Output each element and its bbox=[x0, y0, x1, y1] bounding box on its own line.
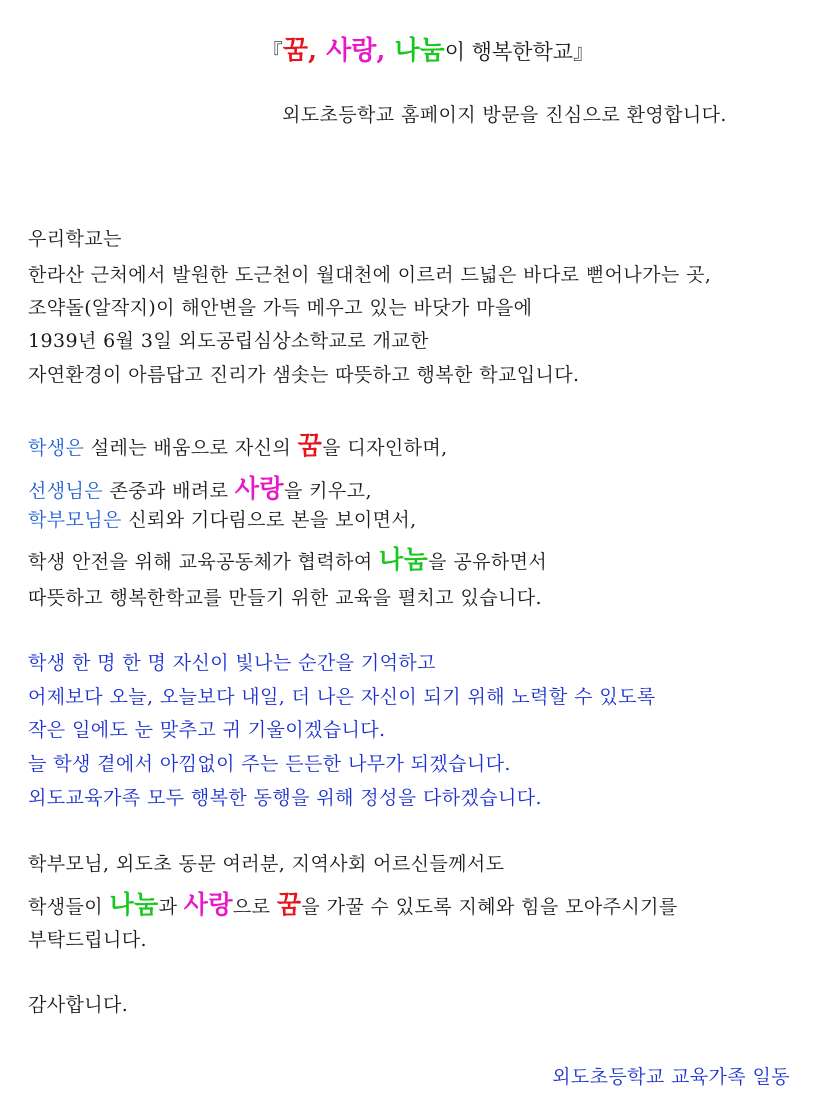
keyword-love: 사랑 bbox=[326, 36, 377, 66]
intro-line: 우리학교는 bbox=[28, 228, 122, 250]
promise-line: 외도교육가족 모두 행복한 동행을 위해 정성을 다하겠습니다. bbox=[28, 787, 542, 809]
closing-line: 따뜻하고 행복한학교를 만들기 위한 교육을 펼치고 있습니다. bbox=[28, 587, 542, 609]
keyword-share: 나눔 bbox=[394, 36, 445, 66]
keyword-share: 나눔 bbox=[109, 890, 159, 919]
promise-line: 학생 한 명 한 명 자신이 빛나는 순간을 기억하고 bbox=[28, 652, 436, 674]
students-line: 학생은 설레는 배움으로 자신의 꿈을 디자인하며, bbox=[28, 431, 448, 460]
keyword-dream: 꿈 bbox=[282, 36, 309, 66]
signature: 외도초등학교 교육가족 일동 bbox=[552, 1066, 790, 1088]
promise-line: 작은 일에도 눈 맞추고 귀 기울이겠습니다. bbox=[28, 719, 386, 741]
title-comma: , bbox=[376, 36, 395, 66]
request-line: 부탁드립니다. bbox=[28, 929, 147, 951]
intro-line: 1939년 6월 3일 외도공립심상소학교로 개교한 bbox=[28, 330, 429, 352]
promise-line: 늘 학생 곁에서 아낌없이 주는 든든한 나무가 되겠습니다. bbox=[28, 753, 511, 775]
intro-line: 조약돌(알작지)이 해안변을 가득 메우고 있는 바닷가 마을에 bbox=[28, 297, 533, 319]
students-subject: 학생은 bbox=[28, 437, 85, 459]
keyword-love: 사랑 bbox=[234, 474, 284, 503]
page-title bbox=[0, 30, 816, 67]
title-open-bracket: 『 bbox=[261, 40, 283, 64]
safety-line: 학생 안전을 위해 교육공동체가 협력하여 나눔을 공유하면서 bbox=[28, 545, 548, 574]
teachers-line: 선생님은 존중과 배려로 사랑을 키우고, bbox=[28, 474, 372, 503]
request-line: 학생들이 나눔과 사랑으로 꿈을 가꿀 수 있도록 지혜와 힘을 모아주시기를 bbox=[28, 890, 678, 919]
intro-line: 자연환경이 아름답고 진리가 샘솟는 따뜻하고 행복한 학교입니다. bbox=[28, 364, 580, 386]
title-comma: , bbox=[308, 36, 327, 66]
keyword-dream: 꿈 bbox=[297, 431, 323, 460]
welcome-message: 외도초등학교 홈페이지 방문을 진심으로 환영합니다. bbox=[282, 104, 727, 126]
keyword-share: 나눔 bbox=[379, 545, 429, 574]
title-rest: 이 행복한학교 bbox=[444, 40, 574, 64]
parents-line: 학부모님은 신뢰와 기다림으로 본을 보이면서, bbox=[28, 509, 417, 531]
teachers-subject: 선생님은 bbox=[28, 480, 104, 502]
request-line: 학부모님, 외도초 동문 여러분, 지역사회 어르신들께서도 bbox=[28, 853, 505, 875]
promise-line: 어제보다 오늘, 오늘보다 내일, 더 나은 자신이 되기 위해 노력할 수 있도록 bbox=[28, 686, 656, 708]
keyword-love: 사랑 bbox=[183, 890, 233, 919]
keyword-dream: 꿈 bbox=[276, 890, 302, 919]
intro-line: 한라산 근처에서 발원한 도근천이 월대천에 이르러 드넓은 바다로 뻗어나가는 곳, bbox=[28, 264, 712, 286]
title-close-bracket: 』 bbox=[573, 40, 595, 64]
thanks-text: 감사합니다. bbox=[28, 994, 129, 1016]
parents-subject: 학부모님은 bbox=[28, 509, 122, 531]
